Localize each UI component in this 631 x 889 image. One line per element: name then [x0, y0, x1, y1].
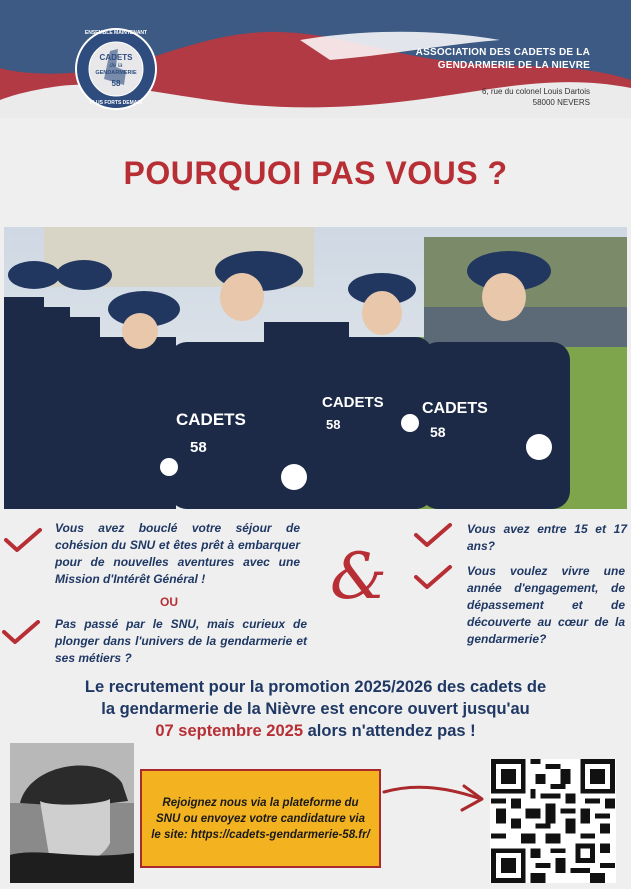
logo-number: 58: [111, 79, 121, 88]
association-logo: [74, 27, 158, 111]
curious-text: Pas passé par le SNU, mais curieux de plonger dans l'univers de la gendarmerie et ses métiers ?: [55, 617, 307, 665]
ampersand: &: [330, 540, 387, 614]
address-line-2: 58000 NEVERS: [532, 98, 590, 107]
association-address: [482, 86, 590, 108]
jacket-text-3: CADETS: [422, 400, 488, 417]
qr-code[interactable]: [490, 759, 616, 883]
assoc-line-1: ASSOCIATION DES CADETS DE LA: [415, 47, 590, 58]
logo-cadets: CADETS: [99, 53, 133, 62]
jacket-number-3: 58: [430, 424, 446, 440]
address-line-1: 6, rue du colonel Louis Dartois: [481, 87, 590, 96]
cadet-portrait-photo: [10, 743, 134, 883]
cadets-photo: [4, 227, 627, 509]
check-icon: [414, 565, 452, 591]
application-info-box: [140, 769, 381, 868]
arrow-right-icon: [382, 778, 490, 814]
deadline-date: 07 septembre 2025: [155, 722, 304, 740]
jacket-text-1: CADETS: [176, 410, 246, 429]
association-name: [416, 46, 590, 72]
logo-gendarmerie: GENDARMERIE: [95, 70, 137, 76]
jacket-text-2: CADETS: [322, 394, 384, 411]
page-title: POURQUOI PAS VOUS ?: [123, 155, 508, 191]
logo-dela: de la: [109, 63, 123, 69]
recruitment-line-1: Le recrutement pour la promotion 2025/2026 des cadets de: [84, 678, 547, 696]
age-requirement-text: Vous avez entre 15 et 17 ans?: [467, 522, 627, 553]
or-separator: OU: [160, 595, 178, 609]
application-instructions: Rejoignez nous via la plateforme du SNU ou envoyez votre candidature via le site: https://cadets-gendarmerie-58.fr/: [151, 796, 370, 841]
recruitment-line-3-rest: alors n'attendez pas !: [303, 722, 476, 740]
assoc-line-2: GENDARMERIE DE LA NIEVRE: [437, 60, 590, 71]
logo-motto-bottom: PLUS FORTS DEMAIN: [89, 100, 143, 106]
check-icon: [2, 620, 40, 646]
check-icon: [414, 523, 452, 549]
engagement-text: Vous voulez vivre une année d'engagement, de dépassement et de découverte au cœur de la gendarmerie?: [467, 564, 625, 646]
recruitment-notice: [0, 676, 631, 742]
recruitment-line-3: [0, 720, 631, 742]
snu-alumni-text: Vous avez bouclé votre séjour de cohésion du SNU et êtes prêt à embarquer pour de nouvelles aventures avec une Mission d'Intérêt Général !: [55, 521, 300, 586]
jacket-number-2: 58: [326, 417, 341, 432]
logo-motto-top: ENSEMBLE MAINTENANT: [84, 30, 148, 36]
check-icon: [4, 528, 42, 554]
recruitment-line-2: la gendarmerie de la Nièvre est encore ouvert jusqu'au: [101, 700, 530, 718]
jacket-number-1: 58: [190, 439, 207, 456]
